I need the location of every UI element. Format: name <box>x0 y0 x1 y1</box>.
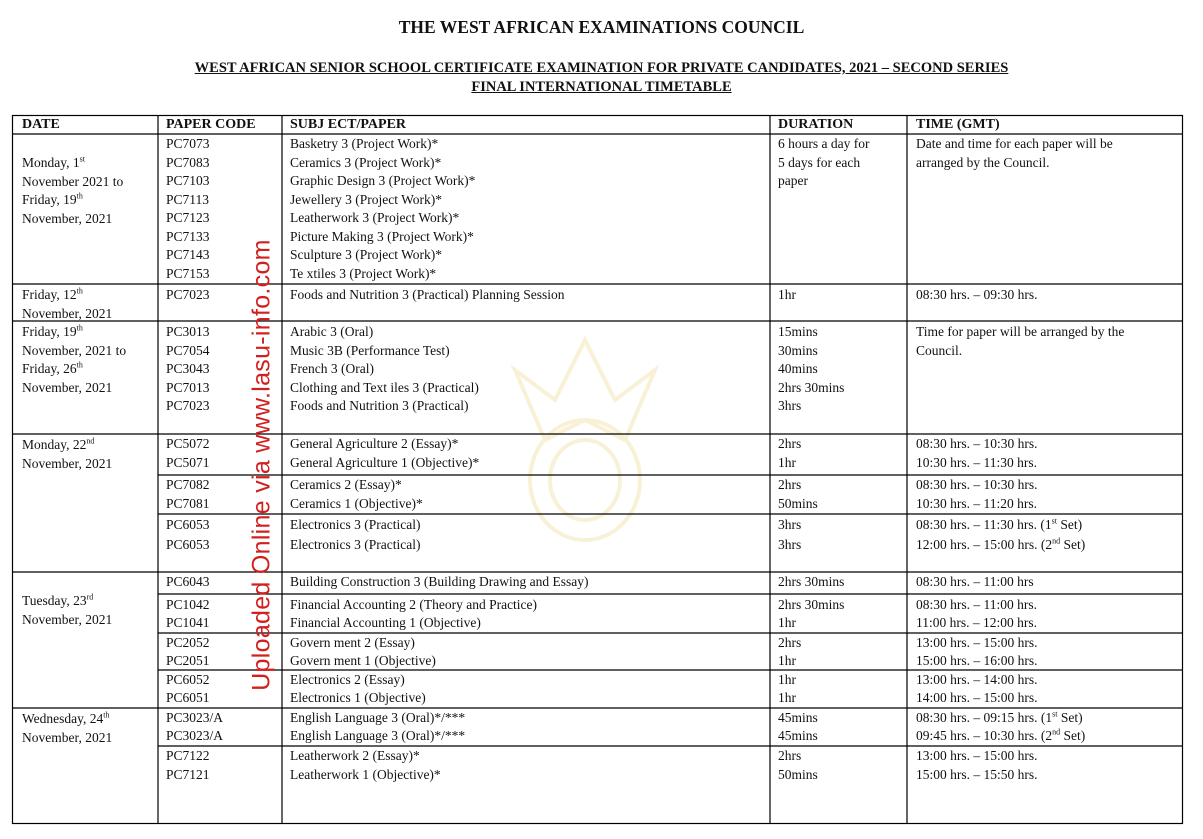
subjects-group-5b: Financial Accounting 2 (Theory and Practice) Financial Accounting 1 (Objective) <box>290 597 538 630</box>
col-header-date: DATE <box>22 117 60 132</box>
codes-group-6a: PC3023/A PC3023/A <box>166 710 224 743</box>
codes-group-5c: PC2052 PC2051 <box>166 635 210 668</box>
codes-group-4a: PC5072 PC5071 <box>166 436 210 470</box>
time-group-5a: 08:30 hrs. – 11:00 hrs <box>916 574 1034 589</box>
subjects-group-6b: Leatherwork 2 (Essay)* Leatherwork 1 (Objective)* <box>290 748 441 782</box>
duration-group-6a: 45mins 45mins <box>778 710 818 743</box>
codes-group-2: PC7023 <box>166 287 210 302</box>
codes-group-3: PC3013 PC7054 PC3043 PC7013 PC7023 <box>166 324 210 413</box>
duration-group-4a: 2hrs 1hr <box>778 436 802 470</box>
codes-group-4c: PC6053 PC6053 <box>166 517 210 552</box>
time-group-5d: 13:00 hrs. – 14:00 hrs. 14:00 hrs. – 15:00 hrs. <box>916 672 1038 705</box>
duration-group-5a: 2hrs 30mins <box>778 574 845 589</box>
duration-group-6b: 2hrs 50mins <box>778 748 818 782</box>
duration-group-5b: 2hrs 30mins 1hr <box>778 597 845 630</box>
codes-group-5d: PC6052 PC6051 <box>166 672 210 705</box>
time-group-5c: 13:00 hrs. – 15:00 hrs. 15:00 hrs. – 16:00 hrs. <box>916 635 1038 668</box>
time-group-5b: 08:30 hrs. – 11:00 hrs. 11:00 hrs. – 12:00 hrs. <box>916 597 1037 630</box>
date-cell-6: Wednesday, 24th November, 2021 <box>22 710 113 745</box>
codes-group-1: PC7073 PC7083 PC7103 PC7113 PC7123 PC7133 PC7143 PC7153 <box>166 136 210 281</box>
duration-group-1: 6 hours a day for 5 days for each paper <box>778 136 870 188</box>
subjects-group-1: Basketry 3 (Project Work)* Ceramics 3 (Project Work)* Graphic Design 3 (Project Work)* Jewellery 3 (Project Work)* Leatherwork 3 (Project Work)* Picture Making 3 (Project Work)* Sculpture 3 (Project Work)* Te xtiles 3 (Project Work)* <box>290 136 476 281</box>
time-group-6b: 13:00 hrs. – 15:00 hrs. 15:00 hrs. – 15:50 hrs. <box>916 748 1038 782</box>
col-header-paper-code: PAPER CODE <box>166 117 256 132</box>
duration-group-4c: 3hrs 3hrs <box>778 517 802 552</box>
codes-group-6b: PC7122 PC7121 <box>166 748 210 782</box>
col-header-time: TIME (GMT) <box>916 117 1000 132</box>
time-group-2: 08:30 hrs. – 09:30 hrs. <box>916 287 1038 302</box>
time-group-4a: 08:30 hrs. – 10:30 hrs. 10:30 hrs. – 11:30 hrs. <box>916 436 1038 470</box>
subjects-group-6a: English Language 3 (Oral)*/*** English Language 3 (Oral)*/*** <box>290 710 466 743</box>
time-group-4b: 08:30 hrs. – 10:30 hrs. 10:30 hrs. – 11:20 hrs. <box>916 477 1038 511</box>
date-cell-4: Monday, 22nd November, 2021 <box>22 436 113 471</box>
time-group-3: Time for paper will be arranged by the Council. <box>916 324 1125 358</box>
time-group-4c: 08:30 hrs. – 11:30 hrs. (1st Set) 12:00 hrs. – 15:00 hrs. (2nd Set) <box>916 516 1086 552</box>
codes-group-5b: PC1042 PC1041 <box>166 597 210 630</box>
duration-group-4b: 2hrs 50mins <box>778 477 818 511</box>
exam-title: WEST AFRICAN SENIOR SCHOOL CERTIFICATE EXAMINATION FOR PRIVATE CANDIDATES, 2021 – SECOND SERIES <box>194 60 1009 76</box>
col-header-subject: SUBJ ECT/PAPER <box>290 117 407 132</box>
col-header-duration: DURATION <box>778 117 854 132</box>
date-cell-3: Friday, 19th November, 2021 to Friday, 26th November, 2021 <box>22 323 127 395</box>
codes-group-5a: PC6043 <box>166 574 210 589</box>
subjects-group-2: Foods and Nutrition 3 (Practical) Planning Session <box>290 287 565 302</box>
codes-group-4b: PC7082 PC7081 <box>166 477 210 511</box>
time-group-1: Date and time for each paper will be arranged by the Council. <box>916 136 1113 170</box>
council-title: THE WEST AFRICAN EXAMINATIONS COUNCIL <box>398 17 805 37</box>
time-group-6a: 08:30 hrs. – 09:15 hrs. (1st Set) 09:45 hrs. – 10:30 hrs. (2nd Set) <box>916 709 1086 743</box>
subjects-group-5a: Building Construction 3 (Building Drawing and Essay) <box>290 574 589 589</box>
duration-group-3: 15mins 30mins 40mins 2hrs 30mins 3hrs <box>778 324 845 413</box>
subjects-group-3: Arabic 3 (Oral) Music 3B (Performance Test) French 3 (Oral) Clothing and Text iles 3 (Practical) Foods and Nutrition 3 (Practical) <box>290 324 479 413</box>
subjects-group-4a: General Agriculture 2 (Essay)* General Agriculture 1 (Objective)* <box>290 436 480 470</box>
subjects-group-4c: Electronics 3 (Practical) Electronics 3 (Practical) <box>290 517 421 552</box>
date-cell-2: Friday, 12th November, 2021 <box>22 286 113 321</box>
date-cell-5: Tuesday, 23rd November, 2021 <box>22 592 113 627</box>
timetable-title: FINAL INTERNATIONAL TIMETABLE <box>471 79 732 95</box>
subjects-group-4b: Ceramics 2 (Essay)* Ceramics 1 (Objective)* <box>290 477 423 511</box>
site-watermark: Uploaded Online via www.lasu-info.com <box>247 239 276 691</box>
waec-emblem-watermark <box>505 330 665 570</box>
duration-group-5c: 2hrs 1hr <box>778 635 802 668</box>
duration-group-5d: 1hr 1hr <box>778 672 796 705</box>
subjects-group-5c: Govern ment 2 (Essay) Govern ment 1 (Objective) <box>290 635 436 668</box>
subjects-group-5d: Electronics 2 (Essay) Electronics 1 (Objective) <box>290 672 426 705</box>
duration-group-2: 1hr <box>778 287 796 302</box>
date-cell-1: Monday, 1st November 2021 to Friday, 19th November, 2021 <box>22 154 124 226</box>
